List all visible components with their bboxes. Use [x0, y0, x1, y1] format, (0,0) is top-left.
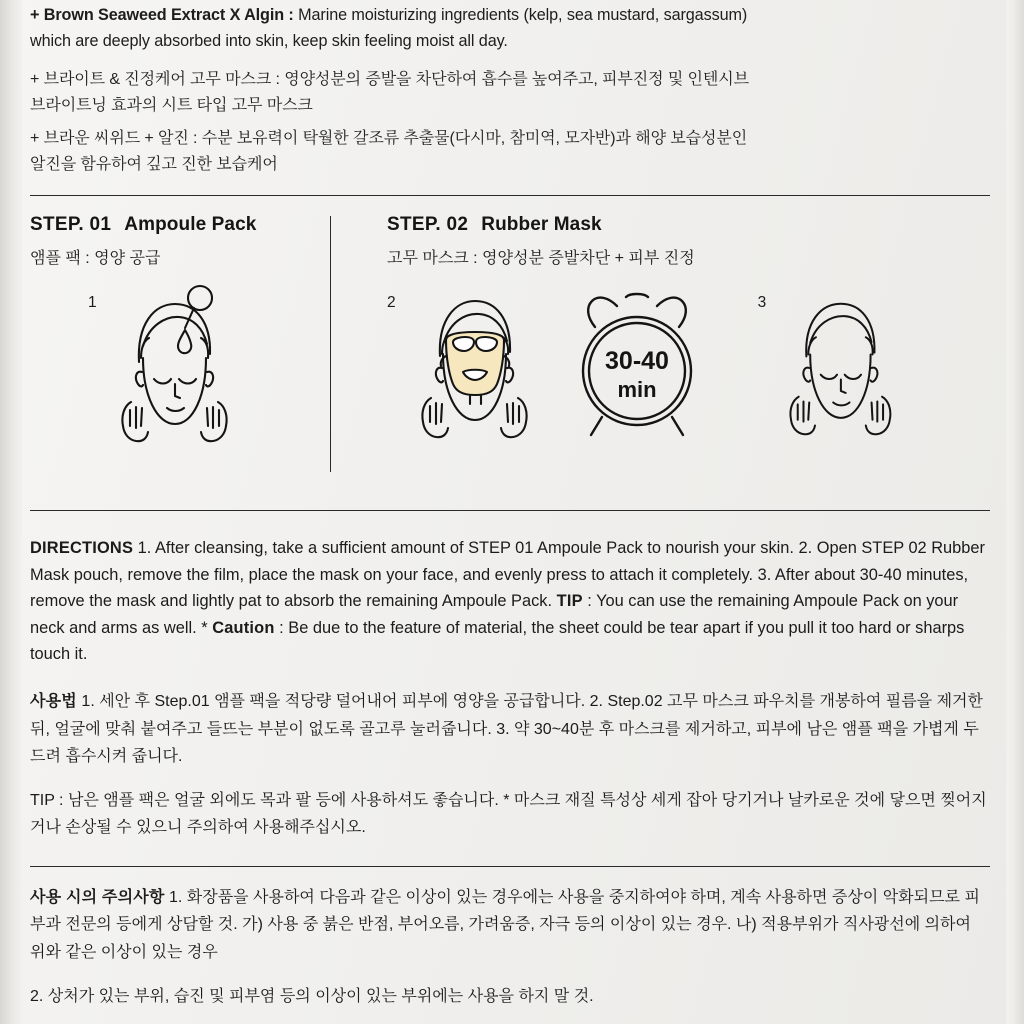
step-01-figures: [30, 284, 330, 455]
directions-section: [30, 535, 990, 668]
step-02-title: [387, 214, 990, 236]
spacer-between-kr: [30, 119, 990, 126]
divider-top: [30, 195, 990, 196]
ingredient-line-2: [30, 28, 990, 54]
caution-kr-paragraph: [30, 884, 990, 967]
ingredient-block: [30, 0, 990, 178]
face-pat-absorb-icon: [768, 284, 908, 455]
face-rubber-mask-icon: [398, 284, 548, 455]
face-ampoule-drop-icon: [99, 284, 245, 455]
usage-kr-heading: 사용법: [30, 692, 77, 710]
figure-2: [387, 284, 548, 455]
step-02-number: STEP. 02: [387, 214, 469, 236]
caution-label: Caution: [212, 618, 275, 637]
ingredient-line-1-text: Marine moisturizing ingredients (kelp, sea mustard, sargassum): [293, 6, 748, 24]
ingredient-kr-line-4: 알진을 함유하여 깊고 진한 보습케어: [30, 156, 278, 174]
timer-range-text: 30-40: [604, 347, 669, 376]
ingredient-kr-line-1: + 브라이트 & 진정케어 고무 마스크 : 영양성분의 증발을 차단하여 흡수를 높여주고, 피부진정 및 인텐시브: [30, 71, 749, 89]
caution-kr-heading: 사용 시의 주의사항: [30, 888, 165, 906]
ingredient-line-1: [30, 2, 990, 28]
ingredient-kr-line-3: + 브라운 씨위드 + 알진 : 수분 보유력이 탁월한 갈조류 추출물(다시마, 참미역, 모자반)과 해양 보습성분인: [30, 130, 748, 148]
figure-3: [758, 284, 909, 455]
caution-kr-body: 1. 화장품을 사용하여 다음과 같은 이상이 있는 경우에는 사용을 중지하여야 하며, 계속 사용하면 증상이 악화되므로 피부과 전문의 등에게 상담할 것. 가) 사용 중 붉은 반점, 부어오름, 가려움증, 자극 등의 이상이 있는 경우. 나) 적용부위가 직사광선에 의하여 위와 같은 이상이 있는 경우: [30, 888, 980, 961]
figure-1-number: 1: [88, 294, 97, 312]
caution-kr-section: [30, 884, 990, 1005]
divider-bottom: [30, 866, 990, 867]
spacer-after-english: [30, 54, 990, 67]
timer-icon: [562, 287, 712, 452]
step-01-subtitle: 앰플 팩 : 영양 공급: [30, 250, 161, 268]
step-02-column: [331, 214, 990, 486]
ingredient-line-2-text: which are deeply absorbed into skin, keep skin feeling moist all day.: [30, 32, 508, 51]
tip-label: TIP: [556, 592, 583, 611]
step-02-name: Rubber Mask: [481, 214, 602, 236]
steps-section: [30, 214, 990, 486]
divider-middle: [30, 510, 990, 511]
step-01-column: [30, 214, 330, 486]
step-01-number: STEP. 01: [30, 214, 112, 236]
caution-kr-cut-line: 2. 상처가 있는 부위, 습진 및 피부염 등의 이상이 있는 부위에는 사용을 하지 말 것.: [30, 987, 594, 1005]
usage-kr-body: 1. 세안 후 Step.01 앰플 팩을 적당량 덜어내어 피부에 영양을 공급합니다. 2. Step.02 고무 마스크 파우치를 개봉하여 필름을 제거한 뒤, 얼굴에 맞춰 붙여주고 들뜨는 부분이 없도록 골고루 눌러줍니다. 3. 약 30~40분 후 마스크를 제거하고, 피부에 남은 앰플 팩을 가볍게 두드려 흡수시켜 줍니다.: [30, 692, 983, 766]
caution-body: : Be due to the feature of material, the sheet could be tear apart if you pull it too hard or sharps touch it.: [30, 618, 965, 664]
timer-unit-text: min: [617, 377, 657, 403]
step-02-figures: [387, 284, 990, 455]
step-02-subtitle: 고무 마스크 : 영양성분 증발차단 + 피부 진정: [387, 250, 695, 268]
figure-1: [88, 284, 245, 455]
usage-kr-tip: TIP : 남은 앰플 팩은 얼굴 외에도 목과 팔 등에 사용하셔도 좋습니다. * 마스크 재질 특성상 세게 잡아 당기거나 날카로운 것에 닿으면 찢어지거나 손상될 수 있으니 주의하여 사용해주십시오.: [30, 791, 987, 837]
usage-kr-paragraph: [30, 688, 990, 771]
ingredient-kr-line-2: 브라이트닝 효과의 시트 타입 고무 마스크: [30, 97, 313, 115]
usage-kr-section: [30, 688, 990, 842]
directions-heading: DIRECTIONS: [30, 539, 134, 558]
directions-body: 1. After cleansing, take a sufficient amount of STEP 01 Ampoule Pack to nourish your skin. 2. Open STEP 02 Rubber Mask pouch, remove the film, place the mask on your face, and evenly press to attach it completely. 3. After about 30-40 minutes, remove the mask and lightly pat to absorb the remaining Ampoule Pack.: [30, 539, 985, 611]
directions-paragraph: [30, 535, 990, 668]
figure-2-number: 2: [387, 294, 396, 312]
ingredient-line-1-label: + Brown Seaweed Extract X Algin :: [30, 6, 294, 24]
step-01-title: [30, 214, 330, 236]
step-01-name: Ampoule Pack: [124, 214, 257, 236]
tip-body: : You can use the remaining Ampoule Pack on your neck and arms as well. *: [30, 592, 959, 637]
figure-3-number: 3: [757, 294, 767, 312]
